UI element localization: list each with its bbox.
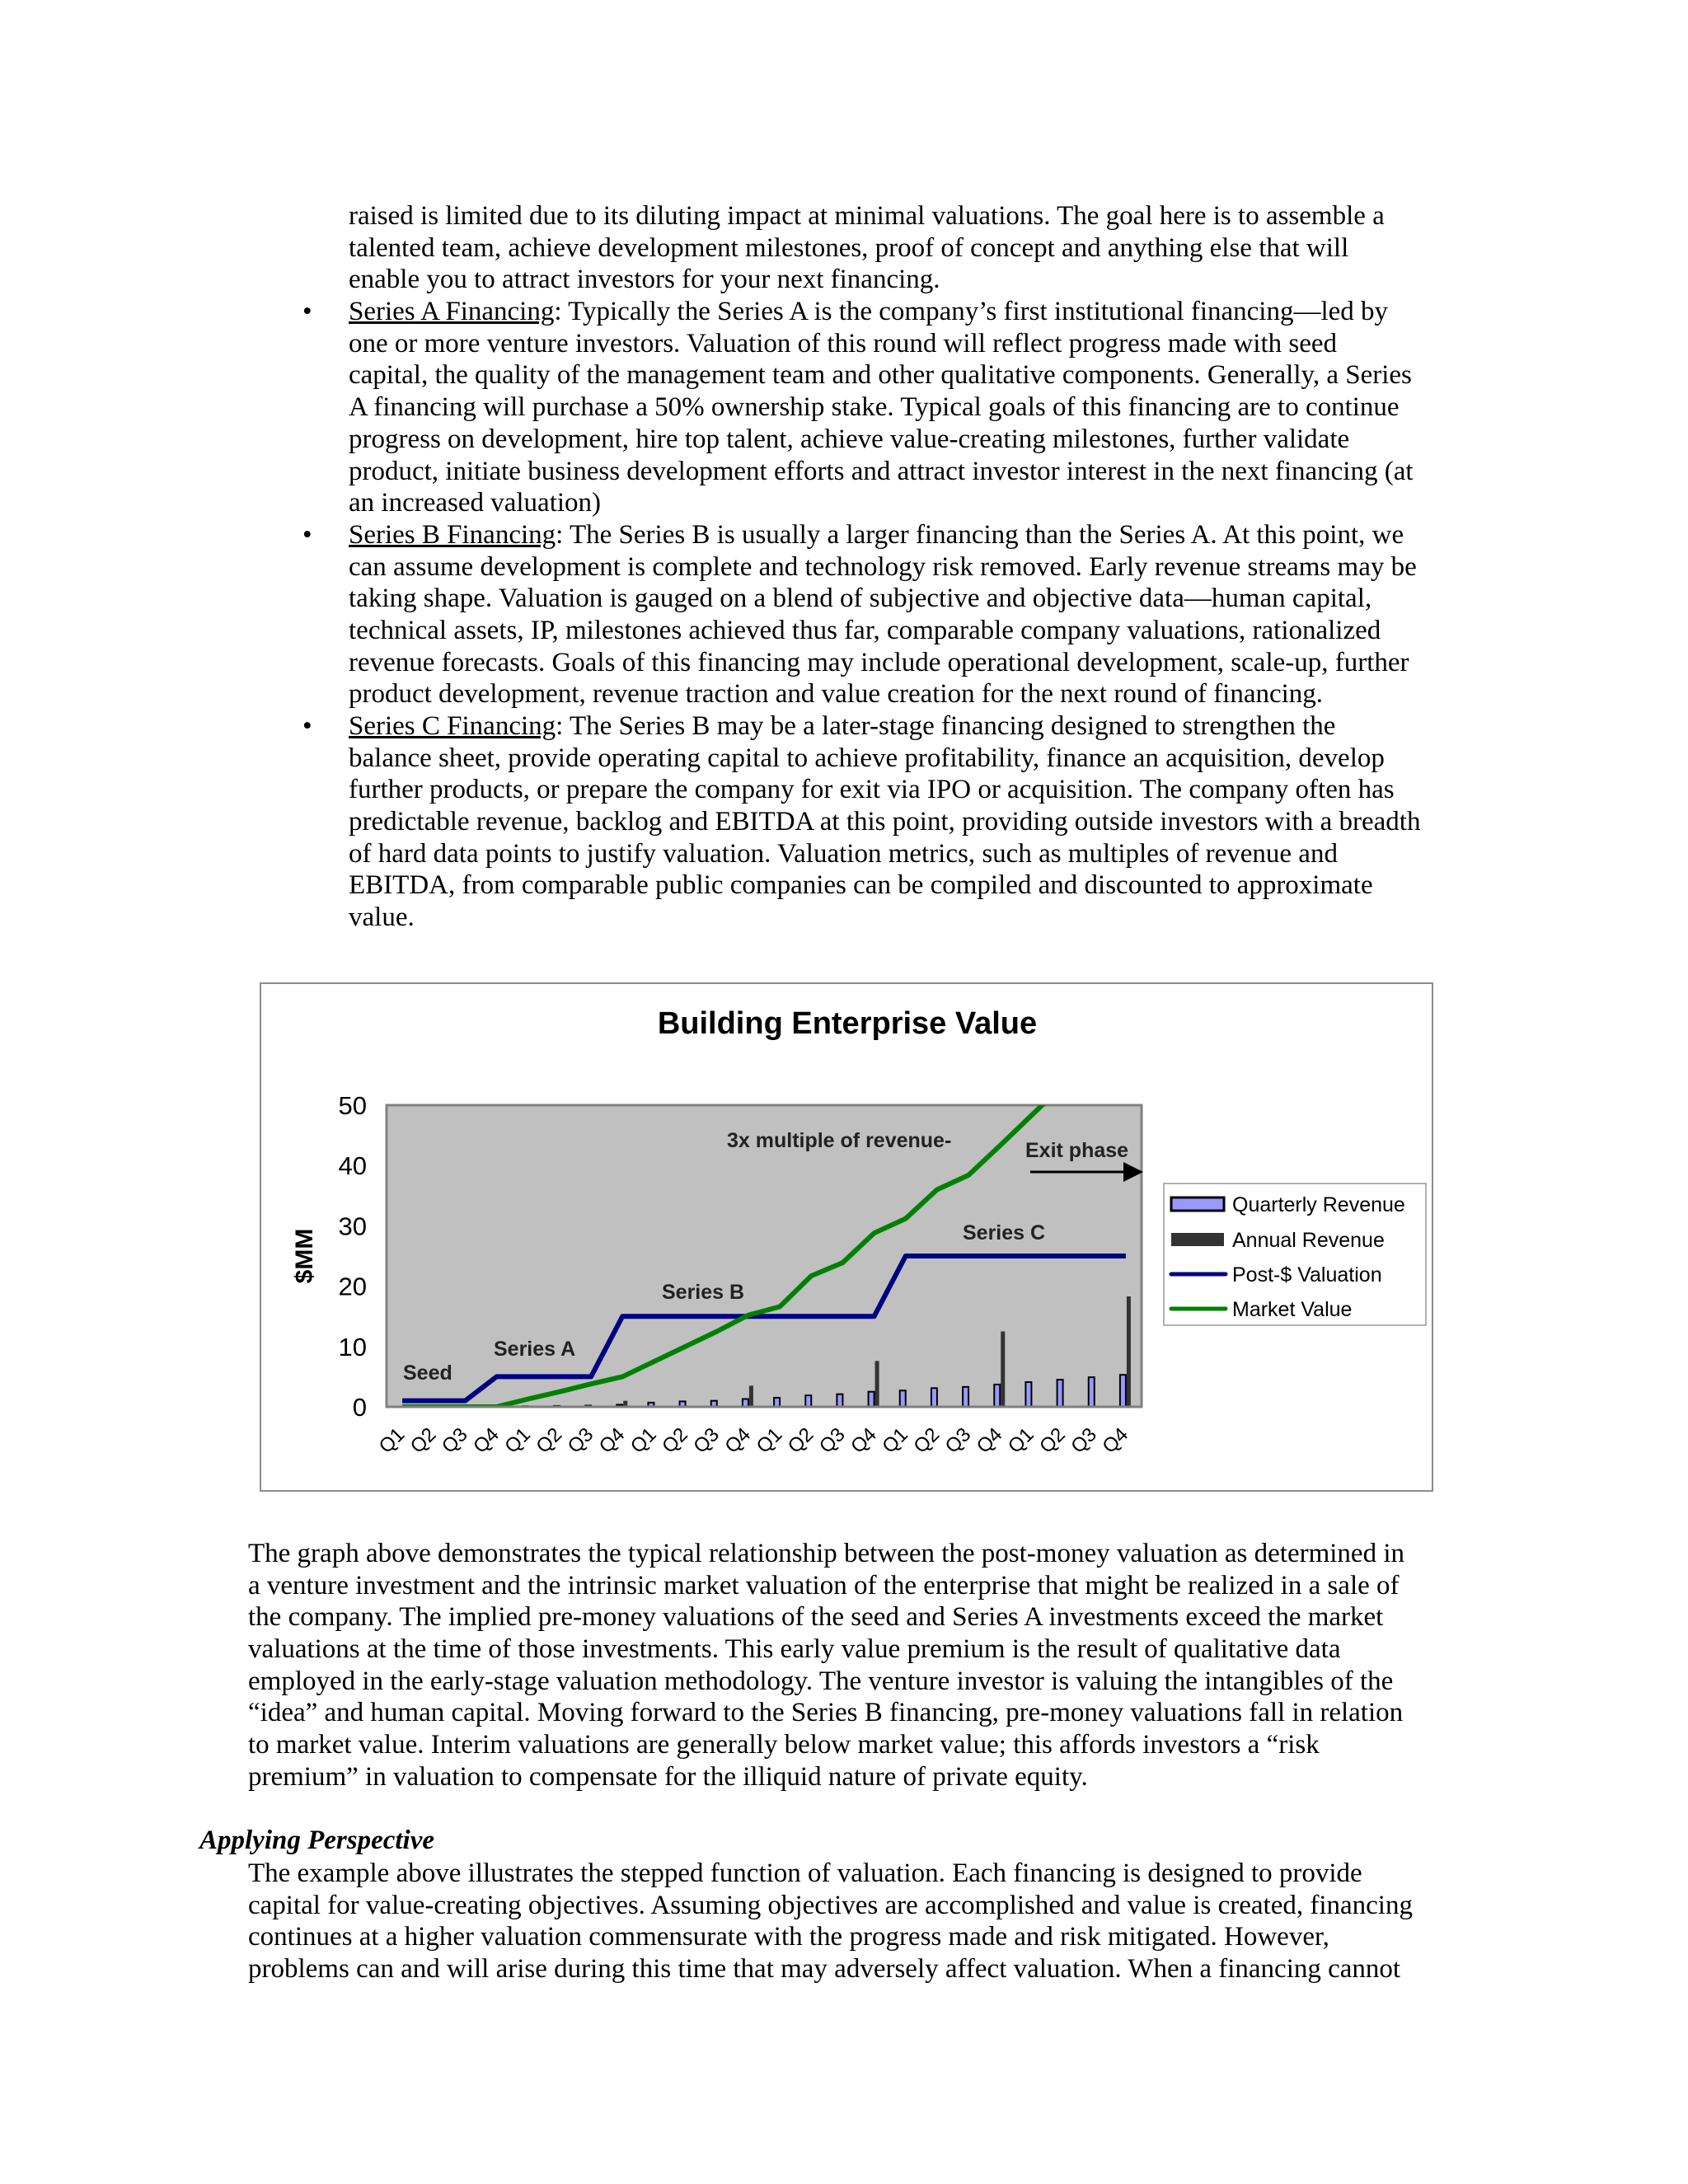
bullet-text: progress on development, hire top talent, achieve value-creating milestones, further validate — [349, 424, 1350, 454]
text-line: capital for value-creating objectives. Assuming objectives are accomplished and value is created, financing — [248, 1890, 1413, 1920]
text-line: problems can and will arise during this time that may adversely affect valuation. When a financing cannot — [248, 1954, 1401, 1985]
legend-label: Annual Revenue — [1232, 1229, 1385, 1252]
bullet-text: balance sheet, provide operating capital to achieve profitability, finance an acquisition, develop — [349, 743, 1385, 773]
text-line: continues at a higher valuation commensurate with the progress made and risk mitigated. However, — [248, 1922, 1329, 1952]
bullet-label: Series B Financing — [349, 519, 556, 550]
bullet-label: Series A Financing — [349, 297, 555, 327]
quarterly-revenue-bar — [994, 1385, 1000, 1407]
annotation-exit-phase: Exit phase — [1025, 1139, 1129, 1162]
annotation-seed: Seed — [403, 1361, 452, 1385]
quarterly-revenue-bar — [805, 1395, 811, 1407]
text-line — [349, 551, 1420, 583]
bullet-text: one or more venture investors. Valuation of this round will reflect progress made with seed — [349, 328, 1338, 359]
y-tick-label: 30 — [338, 1212, 367, 1241]
annotation-series-a: Series A — [494, 1338, 576, 1361]
y-tick-label: 40 — [338, 1151, 367, 1181]
text-line — [349, 838, 1420, 870]
quarterly-revenue-bar — [1089, 1377, 1095, 1407]
chart-title: Building Enterprise Value — [657, 1006, 1038, 1041]
bullet-text: : The Series B is usually a larger financing than the Series A. At this point, we — [556, 519, 1404, 550]
text-line — [349, 743, 1420, 775]
x-tick-label: Q2 — [1035, 1423, 1070, 1458]
annual-revenue-bar — [875, 1361, 879, 1407]
x-tick-label: Q3 — [437, 1423, 472, 1458]
text-line: enable you to attract investors for your next financing. — [349, 265, 940, 295]
text-line — [349, 902, 1420, 934]
annual-revenue-bar — [749, 1385, 753, 1407]
quarterly-revenue-bar — [1057, 1380, 1063, 1407]
x-tick-label: Q1 — [500, 1423, 535, 1458]
y-tick-label: 50 — [338, 1091, 367, 1120]
quarterly-revenue-bar — [1120, 1375, 1126, 1407]
section-heading: Applying Perspective — [199, 1825, 435, 1855]
x-tick-label: Q3 — [563, 1423, 598, 1458]
bullet-text: product, initiate business development efforts and attract investor interest in the next financing (at — [349, 456, 1414, 486]
bullet-text: product development, revenue traction and value creation for the next round of financing. — [349, 679, 1324, 710]
enterprise-value-chart — [260, 982, 1433, 1492]
text-line: valuations at the time of those investments. This early value premium is the result of qualitative data — [248, 1634, 1341, 1665]
x-tick-label: Q2 — [783, 1423, 818, 1458]
x-tick-label: Q2 — [658, 1423, 692, 1458]
text-line — [349, 647, 1420, 679]
x-tick-label: Q1 — [374, 1423, 410, 1458]
text-line — [349, 359, 1420, 391]
quarterly-revenue-bar — [900, 1390, 906, 1407]
quarterly-revenue-bar — [774, 1398, 780, 1407]
x-tick-label: Q4 — [720, 1423, 756, 1458]
text-line — [349, 424, 1420, 456]
bullet-text: of hard data points to justify valuation. Valuation metrics, such as multiples of revenue and — [349, 838, 1338, 869]
text-line — [349, 774, 1420, 806]
bullet-text: capital, the quality of the management team and other qualitative components. Generally, a Series — [349, 360, 1412, 391]
text-line — [349, 806, 1420, 838]
legend-swatch-annual-revenue — [1171, 1233, 1224, 1246]
text-line — [349, 869, 1420, 902]
x-tick-label: Q1 — [878, 1423, 912, 1458]
x-tick-label: Q1 — [752, 1423, 787, 1458]
text-line: a venture investment and the intrinsic market valuation of the enterprise that might be realized in a sale of — [248, 1570, 1400, 1601]
text-line — [349, 583, 1420, 615]
text-line: talented team, achieve development milestones, proof of concept and anything else that will — [349, 232, 1349, 263]
x-tick-label: Q3 — [1067, 1423, 1101, 1458]
chart-svg — [261, 984, 1435, 1493]
bullet-text: technical assets, IP, milestones achieved thus far, comparable company valuations, rationalized — [349, 615, 1381, 645]
annotation-series-c: Series C — [963, 1221, 1046, 1244]
x-tick-label: Q2 — [532, 1423, 567, 1458]
text-line: The graph above demonstrates the typical relationship between the post-money valuation as determined in — [248, 1539, 1404, 1568]
text-line: employed in the early-stage valuation methodology. The venture investor is valuing the intangibles of the — [248, 1666, 1394, 1696]
bullet-icon: • — [302, 519, 312, 550]
text-line: the company. The implied pre-money valuations of the seed and Series A investments exceed the market — [248, 1602, 1384, 1633]
text-line: raised is limited due to its diluting impact at minimal valuations. The goal here is to assemble a — [349, 201, 1385, 231]
x-tick-label: Q4 — [1098, 1423, 1133, 1458]
text-line — [349, 328, 1420, 360]
financing-stages-text — [302, 200, 1421, 934]
x-tick-label: Q4 — [594, 1423, 630, 1458]
bullet-text: revenue forecasts. Goals of this financing may include operational development, scale-up, further — [349, 647, 1409, 677]
annual-revenue-bar — [1127, 1296, 1131, 1407]
bullet-text: : The Series B may be a later-stage financing designed to strengthen the — [556, 711, 1336, 741]
x-tick-label: Q3 — [689, 1423, 724, 1458]
bullet-text: value. — [349, 902, 415, 933]
quarterly-revenue-bar — [869, 1392, 874, 1407]
x-tick-label: Q3 — [940, 1423, 976, 1458]
x-tick-label: Q4 — [469, 1423, 504, 1458]
x-tick-label: Q2 — [406, 1423, 441, 1458]
graph-explanation-paragraph — [248, 1538, 1404, 1793]
quarterly-revenue-bar — [837, 1394, 842, 1407]
bullet-text: an increased valuation) — [349, 488, 602, 518]
x-tick-label: Q3 — [814, 1423, 850, 1458]
bullet-text: predictable revenue, backlog and EBITDA at this point, providing outside investors with a breadth — [349, 807, 1421, 837]
legend-swatch-quarterly-revenue — [1171, 1197, 1224, 1211]
quarterly-revenue-bar — [931, 1388, 937, 1407]
applying-perspective-paragraph — [248, 1858, 1413, 1985]
bullet-item — [302, 710, 1420, 743]
text-line: to market value. Interim valuations are generally below market value; this affords investors a “risk — [248, 1730, 1320, 1760]
bullet-text: can assume development is complete and technology risk removed. Early revenue streams may be — [349, 551, 1417, 582]
text-line — [349, 456, 1420, 488]
x-tick-label: Q2 — [909, 1423, 945, 1458]
text-line — [349, 615, 1420, 647]
annual-revenue-bar — [1001, 1332, 1005, 1408]
quarterly-revenue-bar — [963, 1387, 968, 1407]
bullet-text: further products, or prepare the company for exit via IPO or acquisition. The company often has — [349, 775, 1395, 805]
legend-label: Market Value — [1232, 1298, 1353, 1321]
text-line — [349, 487, 1420, 519]
quarterly-revenue-bar — [1025, 1382, 1031, 1407]
bullet-icon: • — [302, 711, 312, 741]
chart-legend — [1164, 1183, 1426, 1325]
bullet-text: : Typically the Series A is the company’s first institutional financing—led by — [554, 297, 1389, 327]
annotation-series-b: Series B — [662, 1281, 745, 1304]
y-tick-label: 20 — [338, 1272, 367, 1301]
text-line — [349, 391, 1420, 424]
bullet-icon: • — [302, 297, 312, 327]
bullet-text: taking shape. Valuation is gauged on a blend of subjective and objective data—human capital, — [349, 583, 1372, 614]
bullet-label: Series C Financing — [349, 711, 556, 741]
text-line: premium” in valuation to compensate for the illiquid nature of private equity. — [248, 1761, 1088, 1792]
annotation-revenue-multiple: 3x multiple of revenue- — [727, 1129, 952, 1152]
y-tick-label: 10 — [338, 1332, 367, 1361]
y-axis-label: $MM — [291, 1228, 318, 1284]
y-tick-label: 0 — [352, 1393, 367, 1422]
bullet-item — [302, 519, 1420, 551]
bullet-item — [302, 296, 1420, 328]
bullet-text: A financing will purchase a 50% ownership stake. Typical goals of this financing are to continue — [349, 392, 1400, 423]
x-tick-label: Q1 — [1003, 1423, 1039, 1458]
legend-label: Post-$ Valuation — [1232, 1263, 1382, 1286]
x-tick-label: Q4 — [972, 1423, 1007, 1458]
x-tick-label: Q4 — [846, 1423, 881, 1458]
x-tick-label: Q1 — [626, 1423, 661, 1458]
text-line: The example above illustrates the stepped function of valuation. Each financing is designed to provide — [248, 1858, 1362, 1888]
bullet-text: EBITDA, from comparable public companies can be compiled and discounted to approximate — [349, 870, 1373, 901]
legend-label: Quarterly Revenue — [1232, 1193, 1405, 1216]
text-line: “idea” and human capital. Moving forward to the Series B financing, pre-money valuations fall in relation — [248, 1698, 1404, 1728]
text-line — [349, 678, 1420, 710]
